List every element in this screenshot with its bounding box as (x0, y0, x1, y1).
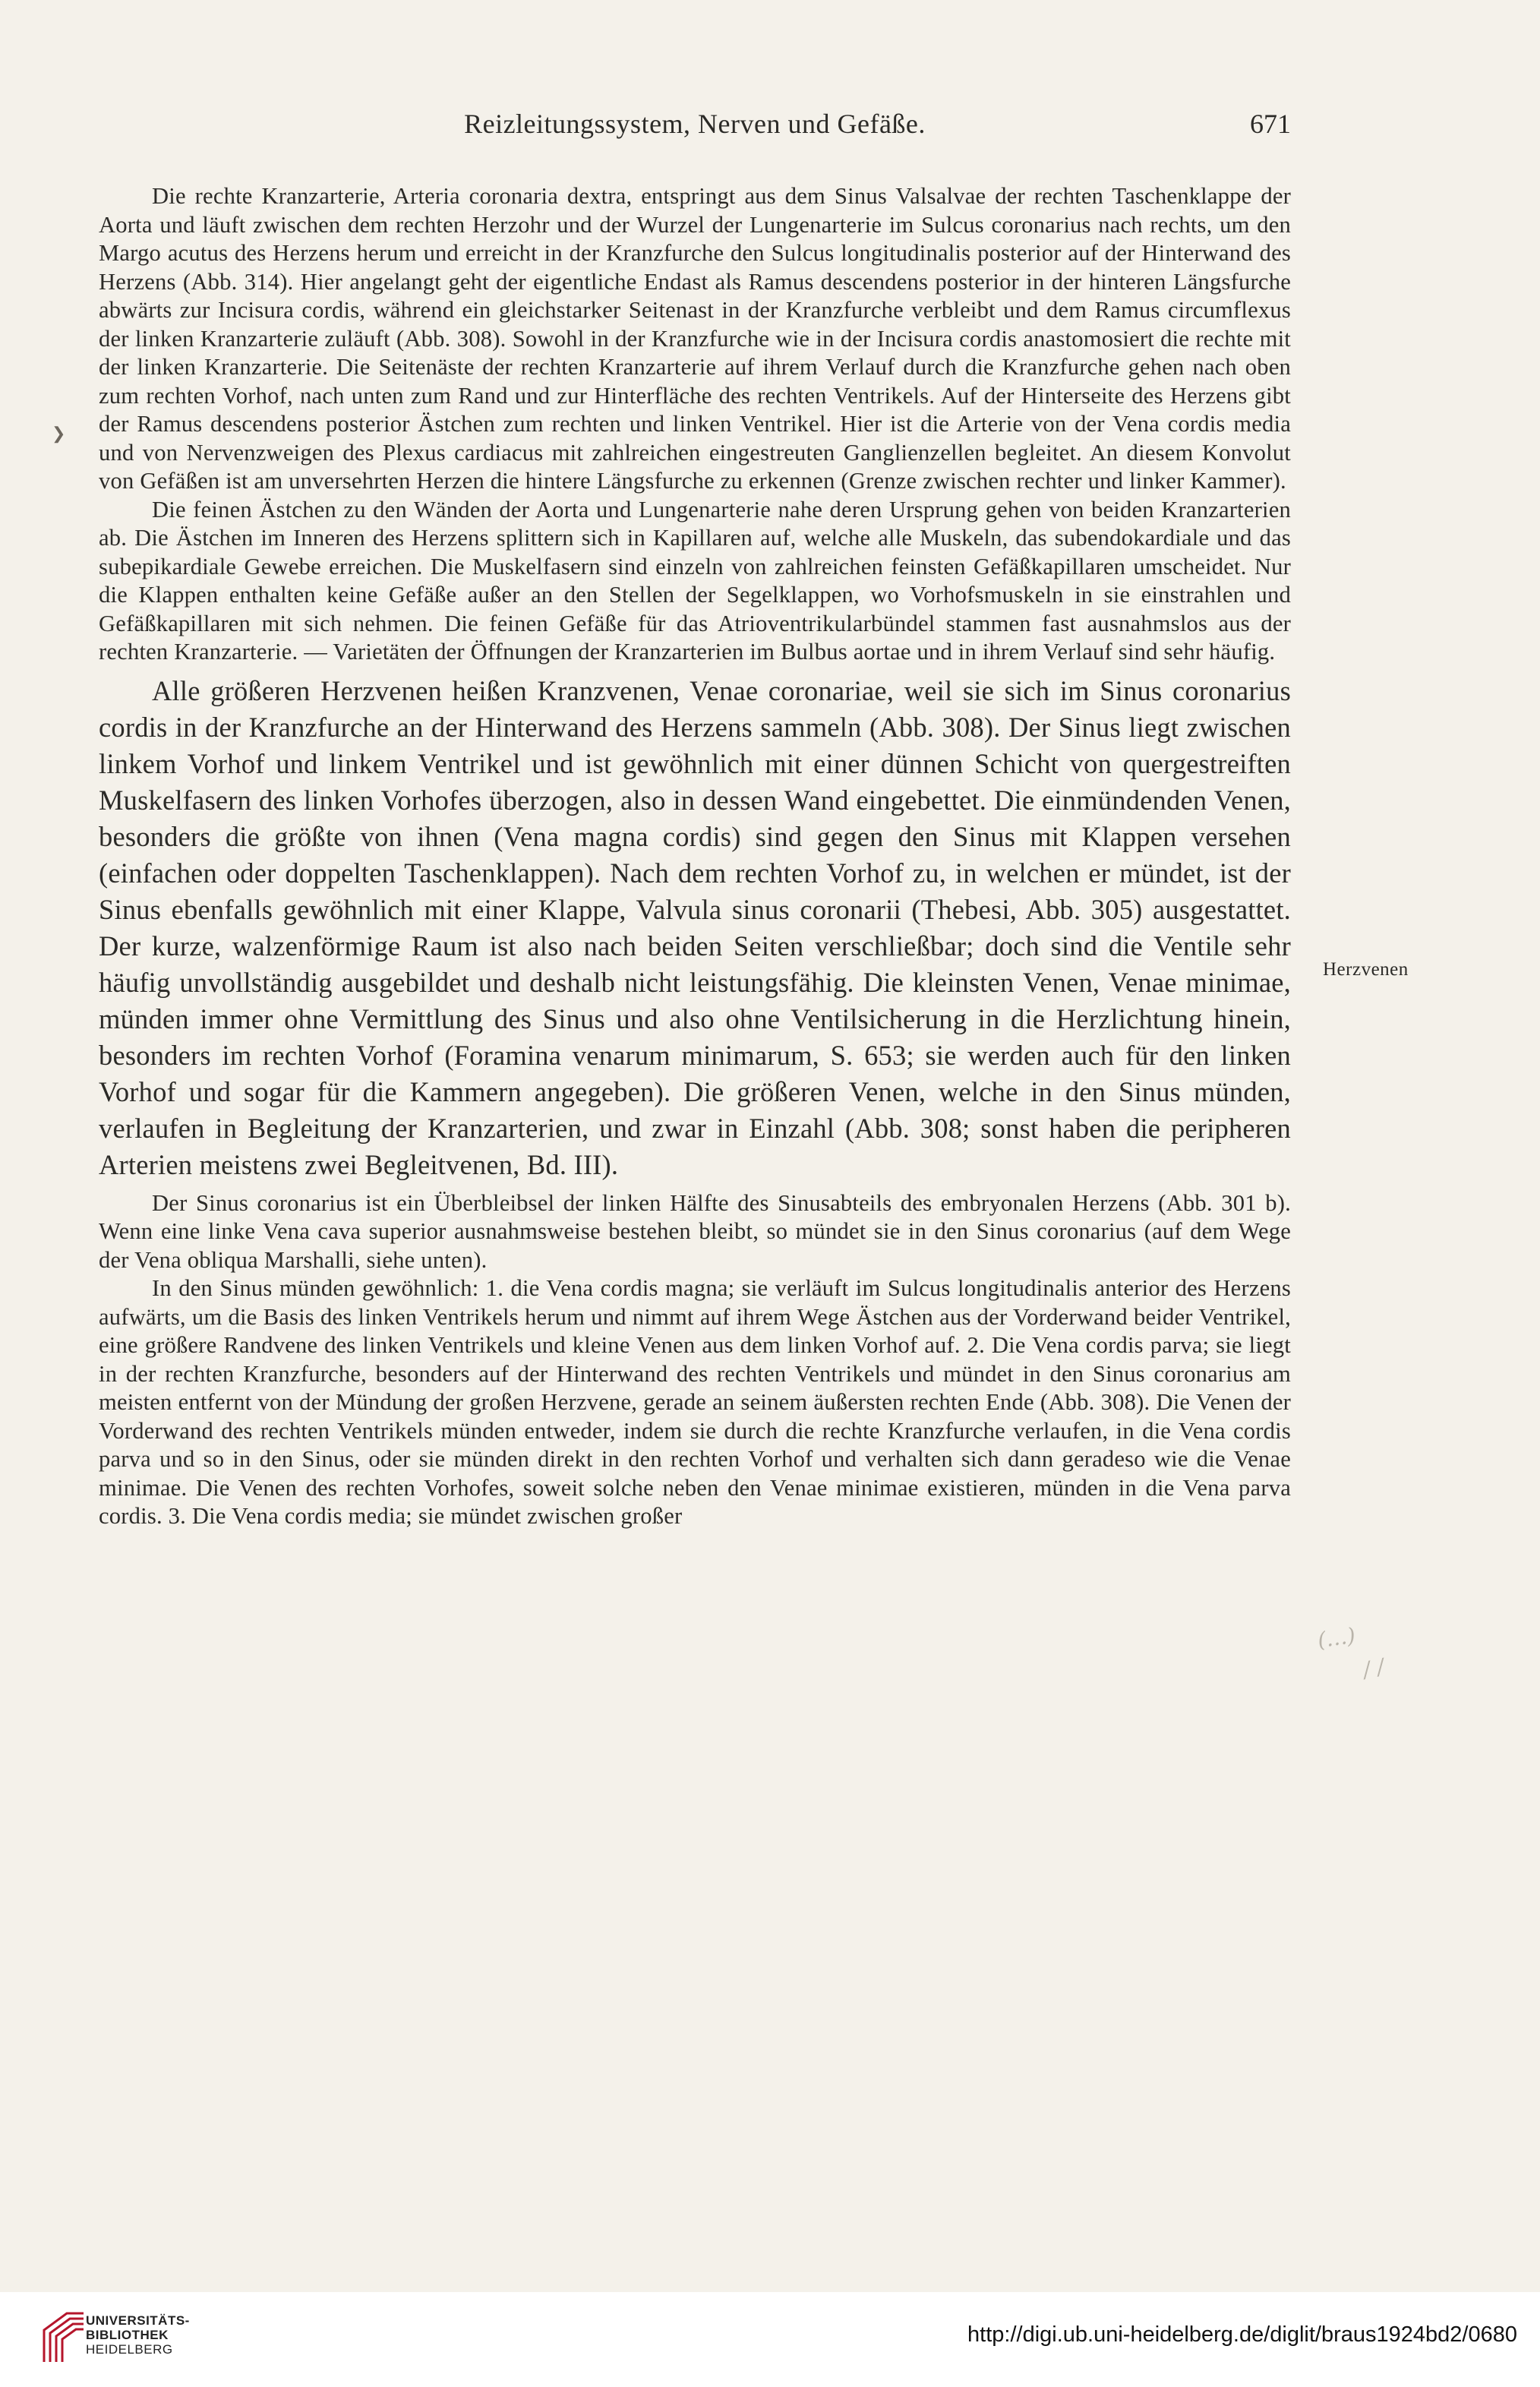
source-url-link[interactable]: http://digi.ub.uni-heidelberg.de/diglit/braus1924bd2/0680 (967, 2322, 1517, 2347)
body-text (99, 182, 1291, 1531)
pencil-annotation: (…) (1315, 1622, 1357, 1653)
library-name-line2: BIBLIOTHEK (86, 2328, 169, 2342)
page-number: 671 (1250, 109, 1291, 139)
paragraph-sinus-coronarius: Der Sinus coronarius ist ein Überbleibsel der linken Hälfte des Sinusabteils des embryonalen Herzens (Abb. 301 b). Wenn eine linke Vena cava superior ausnahmsweise bestehen bleibt, so mündet sie in den Sinus coronarius (auf dem Wege der Vena obliqua Marshalli, siehe unten). (99, 1189, 1291, 1273)
paragraph-vein-tributaries: In den Sinus münden gewöhnlich: 1. die Vena cordis magna; sie verläuft im Sulcus longitudinalis anterior des Herzens aufwärts, um die Basis des linken Ventrikels herum und nimmt auf ihrem Wege Ästchen aus der Vorderwand beider Ventrikel, eine größere Randvene des linken Ventrikels und kleine Venen aus dem linken Vorhof auf. 2. Die Vena cordis parva; sie liegt in der rechten Kranzfurche, besonders auf der Hinterwand des rechten Ventrikels und mündet in den Sinus coronarius am meisten entfernt von der Mündung der großen Herzvene, gerade an seinem äußersten rechten Ende (Abb. 308). Die Venen der Vorderwand des rechten Ventrikels münden entweder, indem sie durch die rechte Kranzfurche verlaufen, in die Vena cordis parva und so in den Sinus, oder sie münden direkt in den rechten Vorhof und verhalten sich dann geradeso wie die Venae minimae. Die Venen des rechten Vorhofes, soweit solche neben den Venae minimae existieren, münden in die Vena parva cordis. 3. Die Vena cordis media; sie mündet zwischen großer (99, 1275, 1291, 1529)
running-title: Reizleitungssystem, Nerven und Gefäße. (464, 109, 926, 139)
pencil-annotation: / / (1360, 1653, 1387, 1683)
page-header (99, 108, 1291, 146)
margin-note: Herzvenen (1323, 959, 1409, 980)
library-name-line1: UNIVERSITÄTS- (86, 2313, 190, 2328)
library-name (86, 2313, 190, 2357)
pencil-mark: ❯ (52, 424, 66, 443)
paragraph-right-coronary-artery: Die rechte Kranzarterie, Arteria coronaria dextra, entspringt aus dem Sinus Valsalvae der rechten Taschenklappe der Aorta und läuft zwischen dem rechten Herzohr und der Wurzel der Lungenarterie im Sulcus coronarius nach rechts, um den Margo acutus des Herzens herum und erreicht in der Kranzfurche den Sulcus longitudinalis posterior auf der Hinterwand des Herzens (Abb. 314). Hier angelangt geht der eigentliche Endast als Ramus descendens posterior in der hinteren Längsfurche abwärts zur Incisura cordis, während ein gleichstarker Seitenast in der Kranzfurche verbleibt und dem Ramus circumflexus der linken Kranzarterie zuläuft (Abb. 308). Sowohl in der Kranzfurche wie in der Incisura cordis anastomosiert die rechte mit der linken Kranzarterie. Die Seitenäste der rechten Kranzarterie auf ihrem Verlauf durch die Kranzfurche gehen nach oben zum rechten Vorhof, nach unten zum Rand und zur Hinterfläche des rechten Ventrikels. Auf der Hinterseite des Herzens gibt der Ramus descendens posterior Ästchen zum rechten und linken Ventrikel. Hier ist die Arterie von der Vena cordis media und von Nervenzweigen des Plexus cardiacus mit zahlreichen eingestreuten Ganglienzellen begleitet. An diesem Konvolut von Gefäßen ist am unversehrten Herzen die hintere Längsfurche zu erkennen (Grenze zwischen rechter und linker Kammer). (99, 183, 1291, 494)
footer-bar (0, 2292, 1540, 2387)
paragraph-fine-branches: Die feinen Ästchen zu den Wänden der Aorta und Lungenarterie nahe deren Ursprung gehen von beiden Kranzarterien ab. Die Ästchen im Inneren des Herzens splittern sich in Kapillaren auf, welche alle Muskeln, das subendokardiale und das subepikardiale Gewebe erreichen. Die Muskelfasern sind einzeln von zahlreichen feinsten Gefäßkapillaren umscheidet. Nur die Klappen enthalten keine Gefäße außer an den Stellen der Segelklappen, wo Vorhofsmuskeln in sie einstrahlen und Gefäßkapillaren mit sich nehmen. Die feinen Gefäße für das Atrioventrikularbündel stammen fast ausnahmslos aus der rechten Kranzarterie. — Varietäten der Öffnungen der Kranzarterien im Bulbus aortae und in ihrem Verlauf sind sehr häufig. (99, 496, 1291, 665)
library-name-line3: HEIDELBERG (86, 2342, 173, 2357)
paragraph-cardiac-veins: Alle größeren Herzvenen heißen Kranzvenen, Venae coronariae, weil sie sich im Sinus coronarius cordis in der Kranzfurche an der Hinterwand des Herzens sammeln (Abb. 308). Der Sinus liegt zwischen linkem Vorhof und linkem Ventrikel und ist gewöhnlich mit einer dünnen Schicht von quergestreiften Muskelfasern des linken Vorhofes überzogen, also in dessen Wand eingebettet. Die einmündenden Venen, besonders die größte von ihnen (Vena magna cordis) sind gegen den Sinus mit Klappen versehen (einfachen oder doppelten Taschenklappen). Nach dem rechten Vorhof zu, in welchen er mündet, ist der Sinus ebenfalls gewöhnlich mit einer Klappe, Valvula sinus coronarii (Thebesi, Abb. 305) ausgestattet. Der kurze, walzenförmige Raum ist also nach beiden Seiten verschließbar; doch sind die Ventile sehr häufig unvollständig ausgebildet und deshalb nicht leistungsfähig. Die kleinsten Venen, Venae minimae, münden immer ohne Vermittlung des Sinus und also ohne Ventilsicherung in die Herzlichtung hinein, besonders im rechten Vorhof (Foramina venarum minimarum, S. 653; sie werden auch für den linken Vorhof und sogar für die Kammern angegeben). Die größeren Venen, welche in den Sinus münden, verlaufen in Begleitung der Kranzarterien, und zwar in Einzahl (Abb. 308; sonst haben die peripheren Arterien meistens zwei Begleitvenen, Bd. III). (99, 674, 1291, 1180)
library-logo-icon (36, 2309, 91, 2366)
